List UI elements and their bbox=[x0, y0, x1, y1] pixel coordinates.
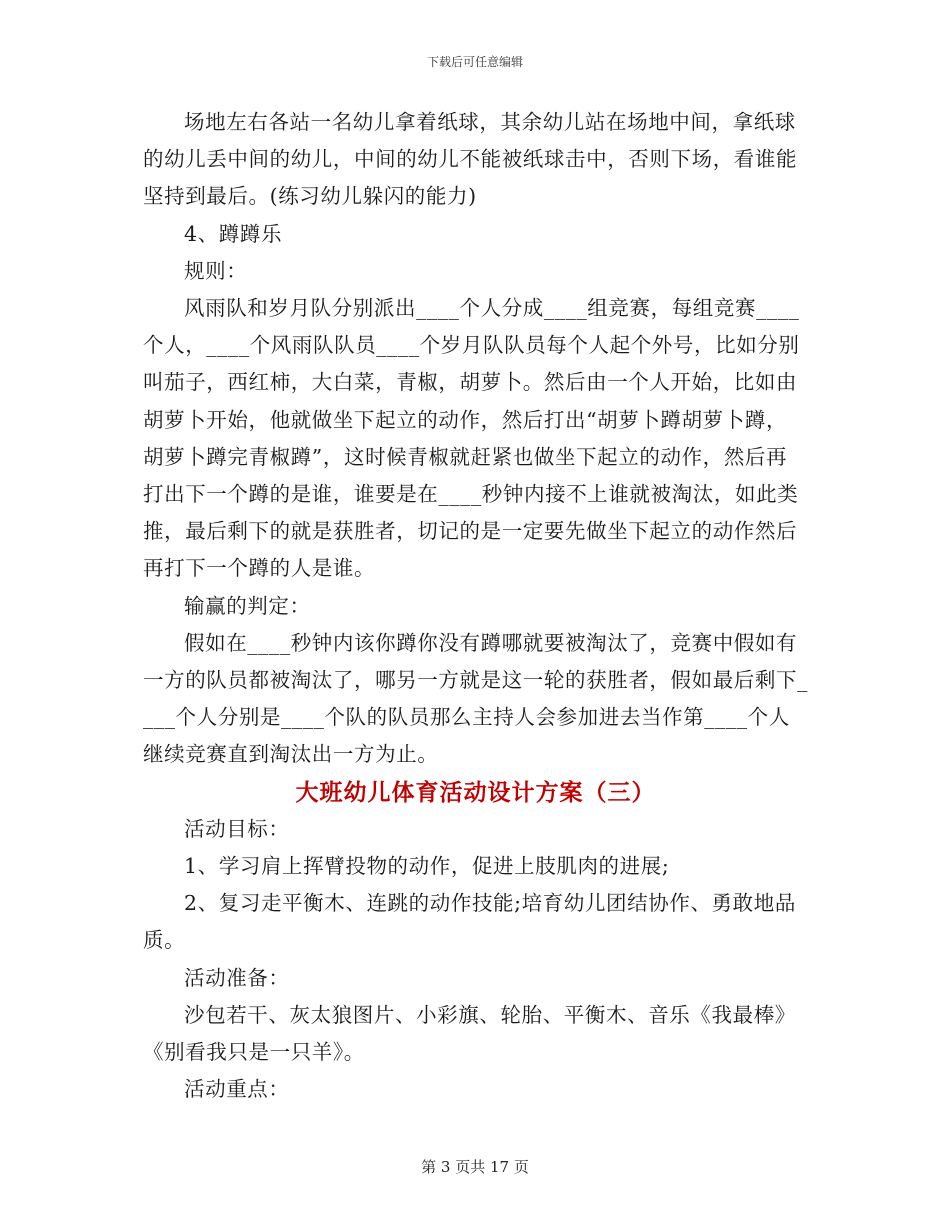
paragraph-focus-label: 活动重点： bbox=[184, 1077, 290, 1102]
paragraph-goal-2: 2、复习走平衡木、连跳的动作技能;培育幼儿团结协作、勇敢地品质。 bbox=[143, 891, 796, 953]
document-body bbox=[143, 104, 808, 1108]
paragraph-rules-label: 规则： bbox=[184, 258, 248, 283]
section-title: 大班幼儿体育活动设计方案（三） bbox=[295, 778, 656, 806]
paragraph-judgement-detail: 假如在____秒钟内该你蹲你没有蹲哪就要被淘汰了，竞赛中假如有一方的队员都被淘汰了，哪另一方就是这一轮的获胜者，假如最后剩下____个人分别是____个队的队员那么主持人会参加进去当作第____个人继续竞赛直到淘汰出一方为止。 bbox=[143, 630, 808, 767]
paragraph-game-rules-intro: 场地左右各站一名幼儿拿着纸球，其余幼儿站在场地中间，拿纸球的幼儿丢中间的幼儿，中间的幼儿不能被纸球击中，否则下场，看谁能坚持到最后。(练习幼儿躲闪的能力) bbox=[143, 110, 798, 209]
page-number: 第 3 页共 17 页 bbox=[421, 1158, 529, 1176]
paragraph-game-title: 4、蹲蹲乐 bbox=[184, 221, 283, 246]
header-note: 下载后可任意编辑 bbox=[426, 55, 523, 69]
paragraph-goals-label: 活动目标： bbox=[184, 816, 290, 841]
paragraph-prep-detail: 沙包若干、灰太狼图片、小彩旗、轮胎、平衡木、音乐《我最棒》《别看我只是一只羊》。 bbox=[143, 1002, 796, 1065]
paragraph-judgement-label: 输赢的判定： bbox=[184, 593, 311, 618]
paragraph-rules-detail: 风雨队和岁月队分别派出____个人分成____组竞赛，每组竞赛____个人，____个风雨队队员____个岁月队队员每个人起个外号，比如分别叫茄子，西红柿，大白菜，青椒，胡萝卜。然后由一个人开始，比如由胡萝卜开始，他就做坐下起立的动作，然后打出“胡萝卜蹲胡萝卜蹲，胡萝卜蹲完青椒蹲”，这时候青椒就赶紧也做坐下起立的动作，然后再打出下一个蹲的是谁，谁要是在____秒钟内接不上谁就被淘汰，如此类推，最后剩下的就是获胜者，切记的是一定要先做坐下起立的动作然后再打下一个蹲的人是谁。 bbox=[143, 296, 800, 581]
paragraph-prep-label: 活动准备： bbox=[184, 965, 290, 990]
paragraph-goal-1: 1、学习肩上挥臂投物的动作，促进上肢肌肉的进展; bbox=[184, 854, 670, 879]
